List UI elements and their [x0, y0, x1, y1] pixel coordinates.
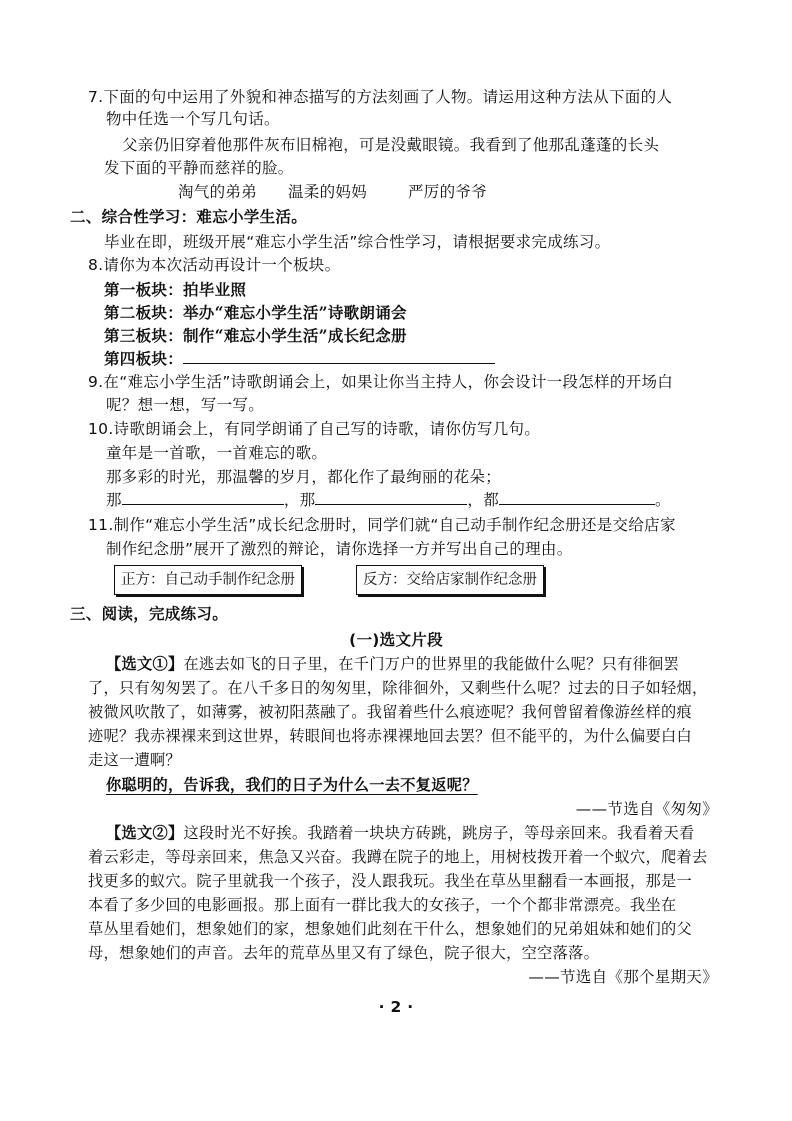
poem-line-2: 那多彩的时光，那温馨的岁月，都化作了最绚丽的花朵；: [106, 468, 502, 486]
option-naughty-brother: 淘气的弟弟: [178, 183, 258, 201]
imitation-line: 那 ，那 ，都 。: [106, 491, 671, 509]
imitation-blank-1[interactable]: [122, 489, 284, 505]
question-9-line-2: 呢？想一想，写一写。: [106, 396, 265, 414]
block-1: 第一板块：拍毕业照: [104, 280, 247, 299]
passage-2-line-6: 母，想象她们的声音。去年的荒草丛里又有了绿色，院子很大，空空落落。: [88, 944, 600, 962]
question-7-line-1: 7.下面的句中运用了外貌和神态描写的方法刻画了人物。请运用这种方法从下面的人: [88, 88, 673, 106]
block-4-answer-blank[interactable]: [183, 348, 495, 364]
passage-1-line-3: 被微风吹散了，如薄雾，被初阳蒸融了。我留着些什么痕迹呢？我何曾留着像游丝样的痕: [88, 703, 693, 721]
option-gentle-mother: 温柔的妈妈: [288, 183, 368, 201]
imitation-blank-3[interactable]: [499, 489, 655, 505]
question-7-line-2: 物中任选一个写几句话。: [106, 110, 280, 128]
block-4-label: 第四板块：: [104, 349, 184, 368]
passage-1-line-2: 了，只有匆匆罢了。在八千多日的匆匆里，除徘徊外，又剩些什么呢？过去的日子如轻烟，: [88, 679, 708, 697]
passage-2-source: ——节选自《那个星期天》: [528, 968, 718, 986]
passage-group-title: (一)选文片段: [349, 631, 443, 649]
block-4: [104, 348, 495, 370]
passage-1-underlined-sentence: 你聪明的，告诉我，我们的日子为什么一去不复返呢？: [106, 776, 478, 794]
question-7-example-line-2: 发下面的平静而慈祥的脸。: [104, 159, 294, 177]
question-8: 8.请你为本次活动再设计一个板块。: [88, 256, 341, 274]
passage-2-line-2: 着云彩走，等母亲回来，焦急又兴奋。我蹲在院子的地上，用树枝拨开着一个蚁穴，爬着去: [88, 848, 708, 866]
question-10: 10.诗歌朗诵会上，有同学朗诵了自己写的诗歌，请你仿写几句。: [88, 420, 541, 438]
section-3-heading: 三、阅读，完成练习。: [70, 605, 229, 623]
poem-line-1: 童年是一首歌，一首难忘的歌。: [106, 444, 328, 462]
affirmative-side-box[interactable]: 正方：自己动手制作纪念册: [114, 565, 302, 595]
section-2-intro: 毕业在即，班级开展“难忘小学生活”综合性学习，请根据要求完成练习。: [104, 233, 611, 251]
passage-1-source: ——节选自《匆匆》: [575, 800, 718, 818]
question-7-example-line-1: 父亲仍旧穿着他那件灰布旧棉袍，可是没戴眼镜。我看到了他那乱蓬蓬的长头: [122, 136, 660, 154]
option-strict-grandpa: 严厉的爷爷: [408, 183, 488, 201]
negative-side-box[interactable]: 反方：交给店家制作纪念册: [356, 565, 544, 595]
passage-2-line-4: 本看了多少回的电影画报。那上面有一群比我大的女孩子，一个个都非常漂亮。我坐在: [88, 896, 677, 914]
passage-1-line-1: 【选文①】在逃去如飞的日子里，在千门万户的世界里的我能做什么呢？只有徘徊罢: [106, 655, 680, 673]
passage-2-line-5: 草丛里看她们，想象她们的家，想象她们此刻在干什么，想象她们的兄弟姐妹和她们的父: [88, 920, 693, 938]
question-9-line-1: 9.在“难忘小学生活”诗歌朗诵会上，如果让你当主持人，你会设计一段怎样的开场白: [88, 373, 674, 391]
passage-2-line-1: 【选文②】这段时光不好挨。我踏着一块块方砖跳，跳房子，等母亲回来。我看着天看: [106, 824, 695, 842]
passage-1-line-4: 迹呢？我赤裸裸来到这世界，转眼间也将赤裸裸地回去罢？但不能平的，为什么偏要白白: [88, 727, 693, 745]
imitation-blank-2[interactable]: [315, 489, 467, 505]
passage-1-line-5: 走这一遭啊？: [88, 751, 181, 769]
page-number: · 2 ·: [378, 998, 414, 1016]
block-2: 第二板块：举办“难忘小学生活”诗歌朗诵会: [104, 303, 407, 322]
question-11-line-2: 制作纪念册”展开了激烈的辩论，请你选择一方并写出自己的理由。: [106, 540, 573, 558]
section-2-heading: 二、综合性学习：难忘小学生活。: [70, 208, 308, 226]
question-11-line-1: 11.制作“难忘小学生活”成长纪念册时，同学们就“自己动手制作纪念册还是交给店家: [88, 516, 676, 534]
block-3: 第三板块：制作“难忘小学生活”成长纪念册: [104, 326, 407, 345]
passage-2-line-3: 找更多的蚁穴。院子里就我一个孩子，没人跟我玩。我坐在草丛里翻看一本画报，那是一: [88, 872, 693, 890]
